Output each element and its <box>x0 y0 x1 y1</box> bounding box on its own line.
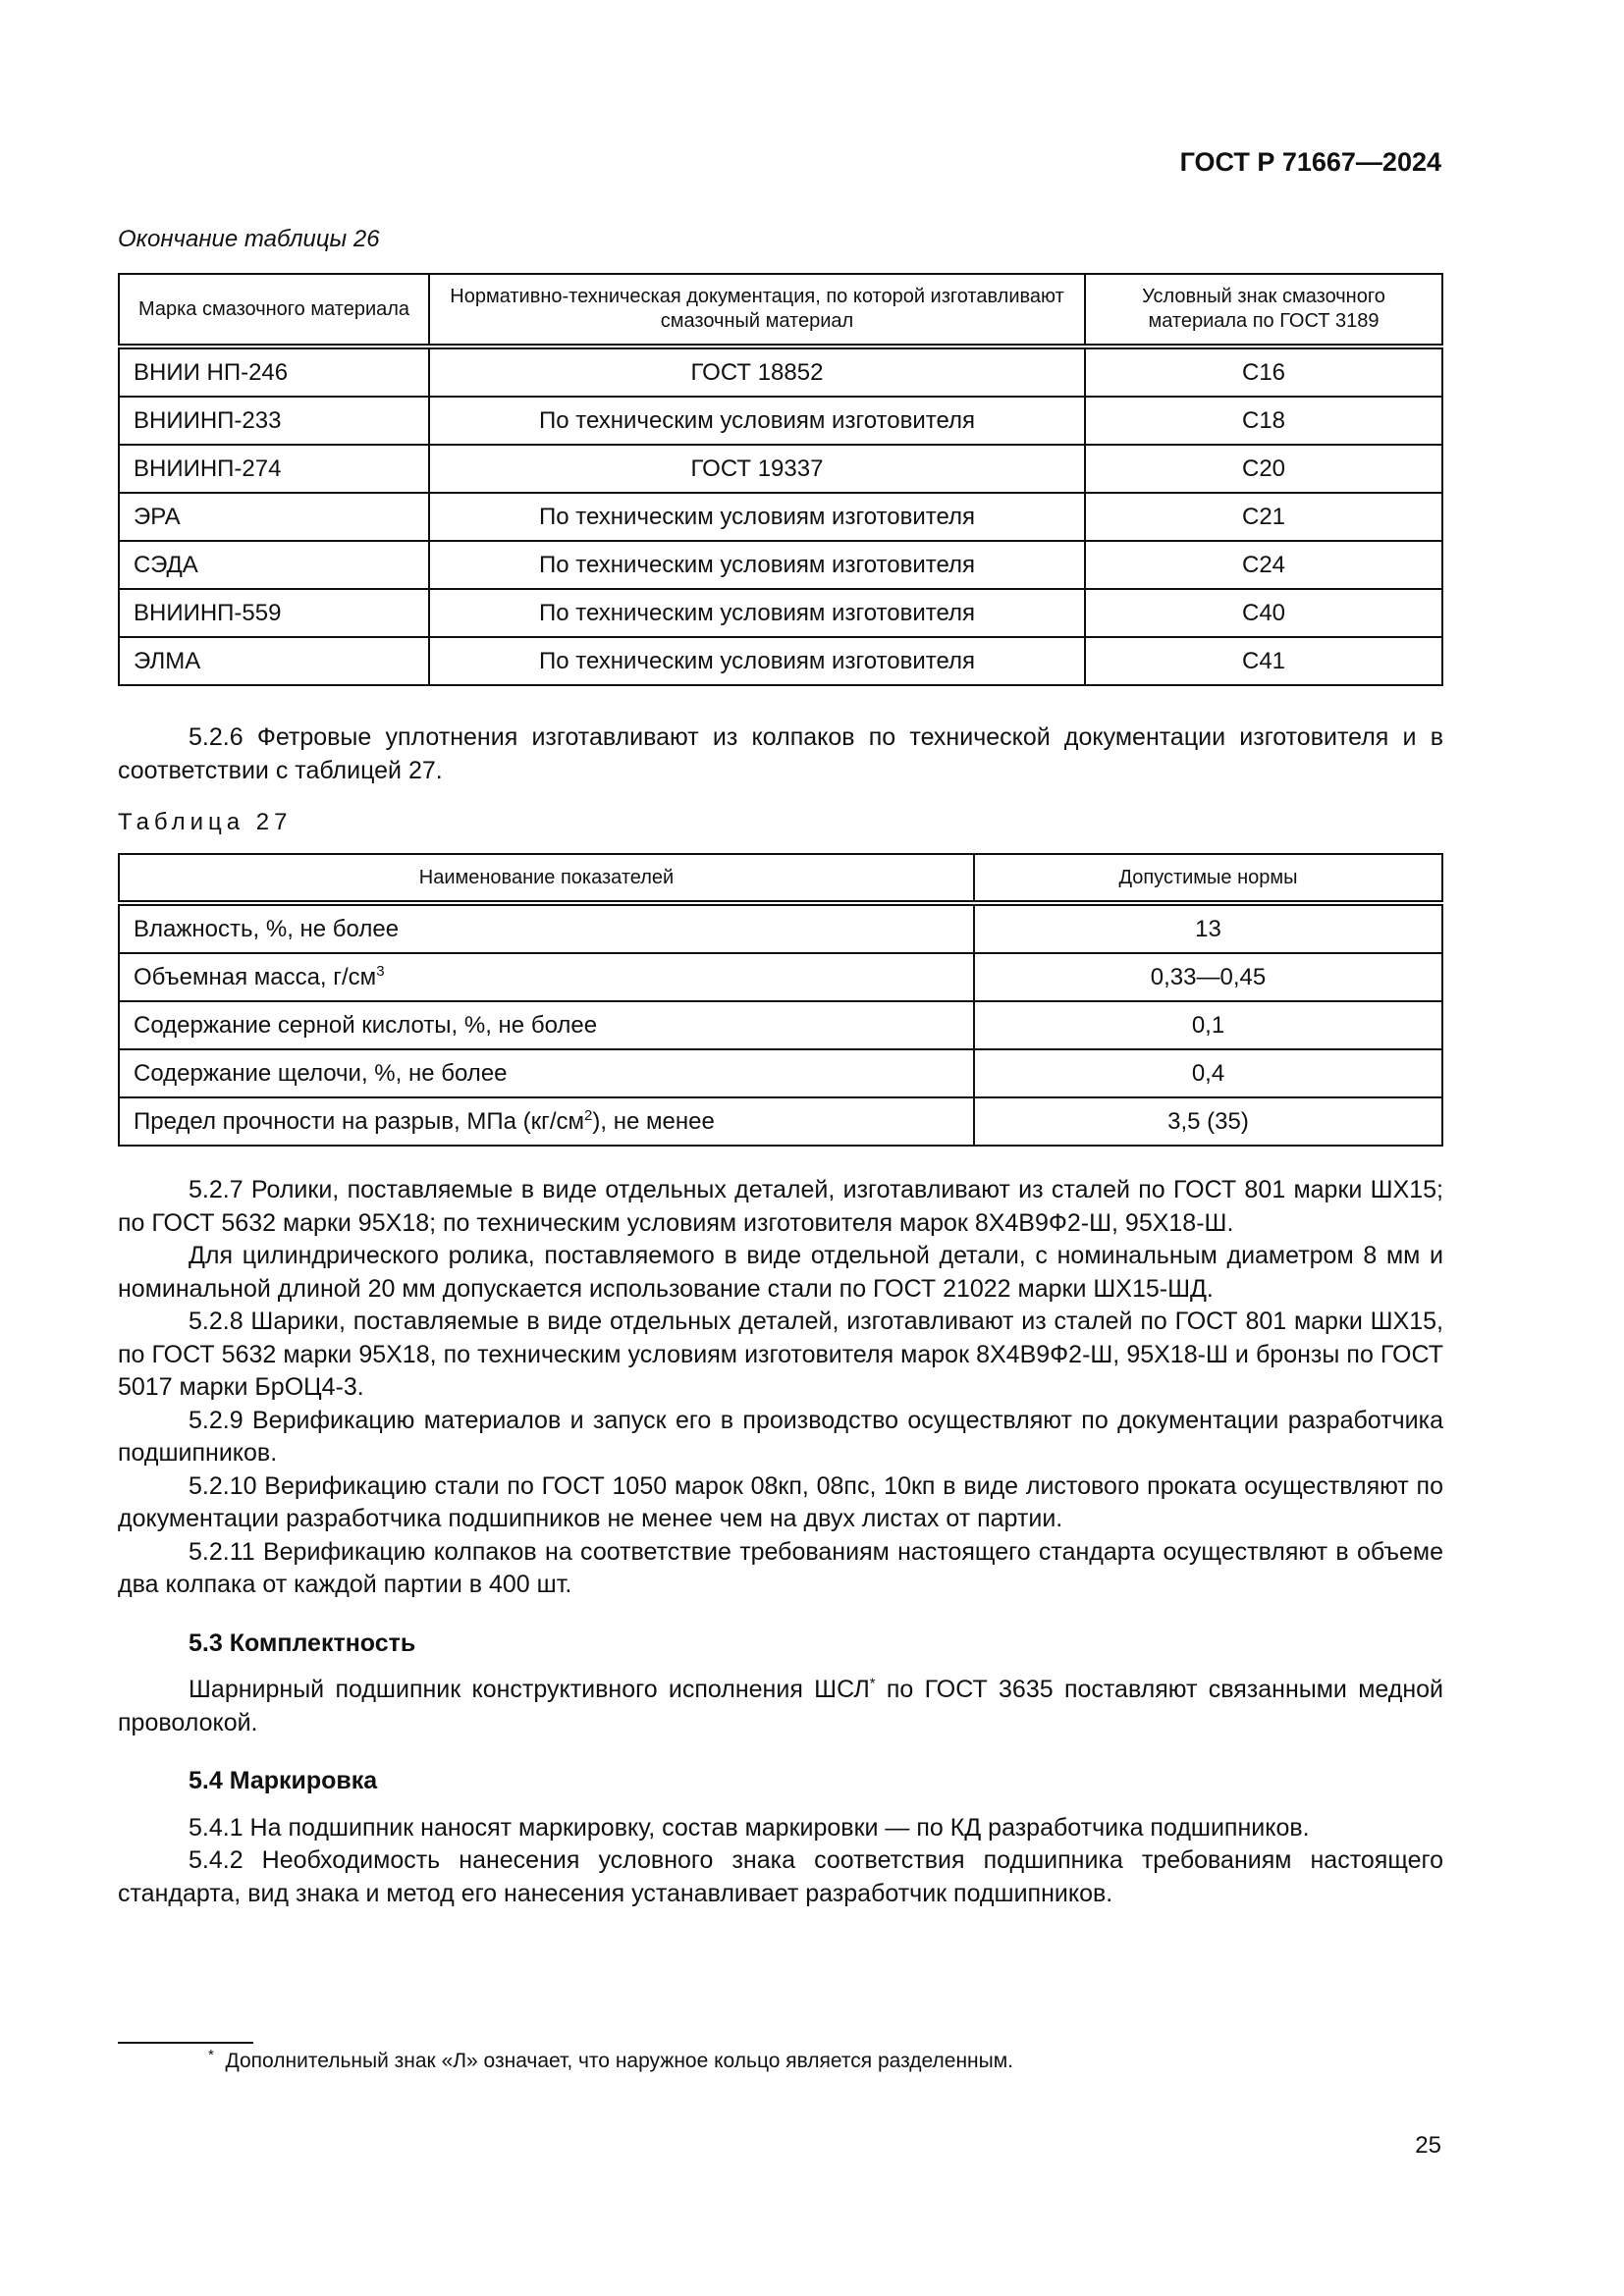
table-cell: С24 <box>1085 541 1442 589</box>
norm-value: 0,4 <box>974 1049 1442 1097</box>
superscript: 2 <box>584 1106 593 1124</box>
table-cell: С21 <box>1085 493 1442 541</box>
document-id-header: ГОСТ Р 71667—2024 <box>1179 147 1441 177</box>
table-row <box>119 637 1442 685</box>
footnote-divider <box>118 2042 253 2044</box>
table-row <box>119 493 1442 541</box>
table-row <box>119 903 1442 953</box>
table-row <box>119 445 1442 493</box>
table-cell: По техническим условиям изготовителя <box>429 541 1085 589</box>
paragraph-5-4-2: 5.4.2 Необходимость нанесения условного знака соответствия подшипника требованиям настоящего стандарта, вид знака и метод его нанесения устанавливает разработчик подшипников. <box>118 1846 1443 1907</box>
indicator-name <box>119 1001 974 1049</box>
column-header: Нормативно-техническая документация, по которой изготавливают смазочный материал <box>429 274 1085 347</box>
table-row <box>119 397 1442 445</box>
footnote-text: Дополнительный знак «Л» означает, что наружное кольцо является разделенным. <box>225 2050 1014 2072</box>
norm-value: 13 <box>974 903 1442 953</box>
paragraph-5-2-10: 5.2.10 Верификацию стали по ГОСТ 1050 марок 08кп, 08пс, 10кп в виде листового проката осуществляют по документации разработчика подшипников не менее чем на двух листах от партии. <box>118 1471 1443 1532</box>
table-row <box>119 541 1442 589</box>
table-cell: По техническим условиям изготовителя <box>429 493 1085 541</box>
paragraph-text: по ГОСТ 3635 поставляют связанными медной проволокой. <box>118 1676 1443 1736</box>
footnote <box>208 2047 1014 2073</box>
table-cell: С20 <box>1085 445 1442 493</box>
paragraph-text: Шарнирный подшипник конструктивного исполнения ШСЛ <box>189 1676 870 1703</box>
table-27 <box>118 853 1443 1147</box>
paragraph-text: 5.2.6 Фетровые уплотнения изготавливают из колпаков по технической документации изготовителя и в соответствии с таблицей 27. <box>118 723 1443 784</box>
table-cell: ВНИИНП-274 <box>119 445 429 493</box>
table-cell: По техническим условиям изготовителя <box>429 589 1085 637</box>
column-header: Допустимые нормы <box>974 854 1442 903</box>
indicator-text: Предел прочности на разрыв, МПа (кг/см <box>134 1107 585 1135</box>
page-number: 25 <box>1415 2132 1441 2159</box>
indicator-name <box>119 1049 974 1097</box>
table-cell: ГОСТ 19337 <box>429 445 1085 493</box>
indicator-name <box>119 903 974 953</box>
table-cell: С18 <box>1085 397 1442 445</box>
norm-value: 0,1 <box>974 1001 1442 1049</box>
table-cell: ВНИИНП-233 <box>119 397 429 445</box>
table-cell: С41 <box>1085 637 1442 685</box>
indicator-text: Объемная масса, г/см <box>134 963 377 990</box>
body-text <box>118 1174 1443 1910</box>
table-cell: По техническим условиям изготовителя <box>429 397 1085 445</box>
table-cell: С40 <box>1085 589 1442 637</box>
table-cell: ВНИИНП-559 <box>119 589 429 637</box>
indicator-text: Содержание щелочи, %, не более <box>134 1059 508 1087</box>
table-cell: ЭРА <box>119 493 429 541</box>
paragraph-5-3 <box>118 1674 1443 1739</box>
table-row <box>119 1001 1442 1049</box>
superscript: 3 <box>376 962 385 980</box>
column-header: Наименование показателей <box>119 854 974 903</box>
norm-value: 0,33—0,45 <box>974 953 1442 1001</box>
table-row <box>119 953 1442 1001</box>
paragraph-5-2-9: 5.2.9 Верификацию материалов и запуск его в производство осуществляют по документации разработчика подшипников. <box>118 1406 1443 1467</box>
column-header: Марка смазочного материала <box>119 274 429 347</box>
table-cell: По техническим условиям изготовителя <box>429 637 1085 685</box>
table-cell: ВНИИ НП-246 <box>119 347 429 397</box>
indicator-text: Влажность, %, не более <box>134 915 400 942</box>
table-cell: ЭЛМА <box>119 637 429 685</box>
paragraph-roller: Для цилиндрического ролика, поставляемого в виде отдельной детали, с номинальным диаметром 8 мм и номинальной длиной 20 мм допускается использование стали по ГОСТ 21022 марки ШХ15-ШД. <box>118 1242 1443 1303</box>
table-row <box>119 1049 1442 1097</box>
table-row <box>119 589 1442 637</box>
table-cell: ГОСТ 18852 <box>429 347 1085 397</box>
footnote-mark: * <box>208 2047 214 2063</box>
table27-caption: Таблица 27 <box>118 809 293 835</box>
table26-caption: Окончание таблицы 26 <box>118 226 380 252</box>
paragraph-5-2-11: 5.2.11 Верификацию колпаков на соответствие требованиям настоящего стандарта осуществляют в объеме два колпака от каждой партии в 400 шт. <box>118 1537 1443 1598</box>
paragraph-5-2-6 <box>118 721 1443 787</box>
column-header: Условный знак смазочного материала по ГОСТ 3189 <box>1085 274 1442 347</box>
indicator-text: ), не менее <box>592 1107 715 1135</box>
indicator-text: Содержание серной кислоты, %, не более <box>134 1011 598 1039</box>
section-heading-5-3: 5.3 Комплектность <box>189 1629 416 1657</box>
indicator-name <box>119 953 974 1001</box>
paragraph-5-4-1: 5.4.1 На подшипник наносят маркировку, состав маркировки — по КД разработчика подшипников. <box>189 1813 1310 1842</box>
section-heading-5-4: 5.4 Маркировка <box>189 1767 378 1794</box>
table-26 <box>118 273 1443 686</box>
table-cell: СЭДА <box>119 541 429 589</box>
table-row <box>119 1097 1442 1146</box>
paragraph-5-2-7: 5.2.7 Ролики, поставляемые в виде отдельных деталей, изготавливают из сталей по ГОСТ 801 марки ШХ15; по ГОСТ 5632 марки 95Х18; по техническим условиям изготовителя марок 8Х4В9Ф2-Ш, 95Х18-Ш. <box>118 1176 1443 1237</box>
table-cell: С16 <box>1085 347 1442 397</box>
table-row <box>119 347 1442 397</box>
indicator-name <box>119 1097 974 1146</box>
norm-value: 3,5 (35) <box>974 1097 1442 1146</box>
footnote-reference: * <box>869 1675 876 1692</box>
paragraph-5-2-8: 5.2.8 Шарики, поставляемые в виде отдельных деталей, изготавливают из сталей по ГОСТ 801 марки ШХ15, по ГОСТ 5632 марки 95Х18, по техническим условиям изготовителя марок 8Х4В9Ф2-Ш, 95Х18-Ш и бронзы по ГОСТ 5017 марки БрОЦ4-3. <box>118 1308 1443 1401</box>
